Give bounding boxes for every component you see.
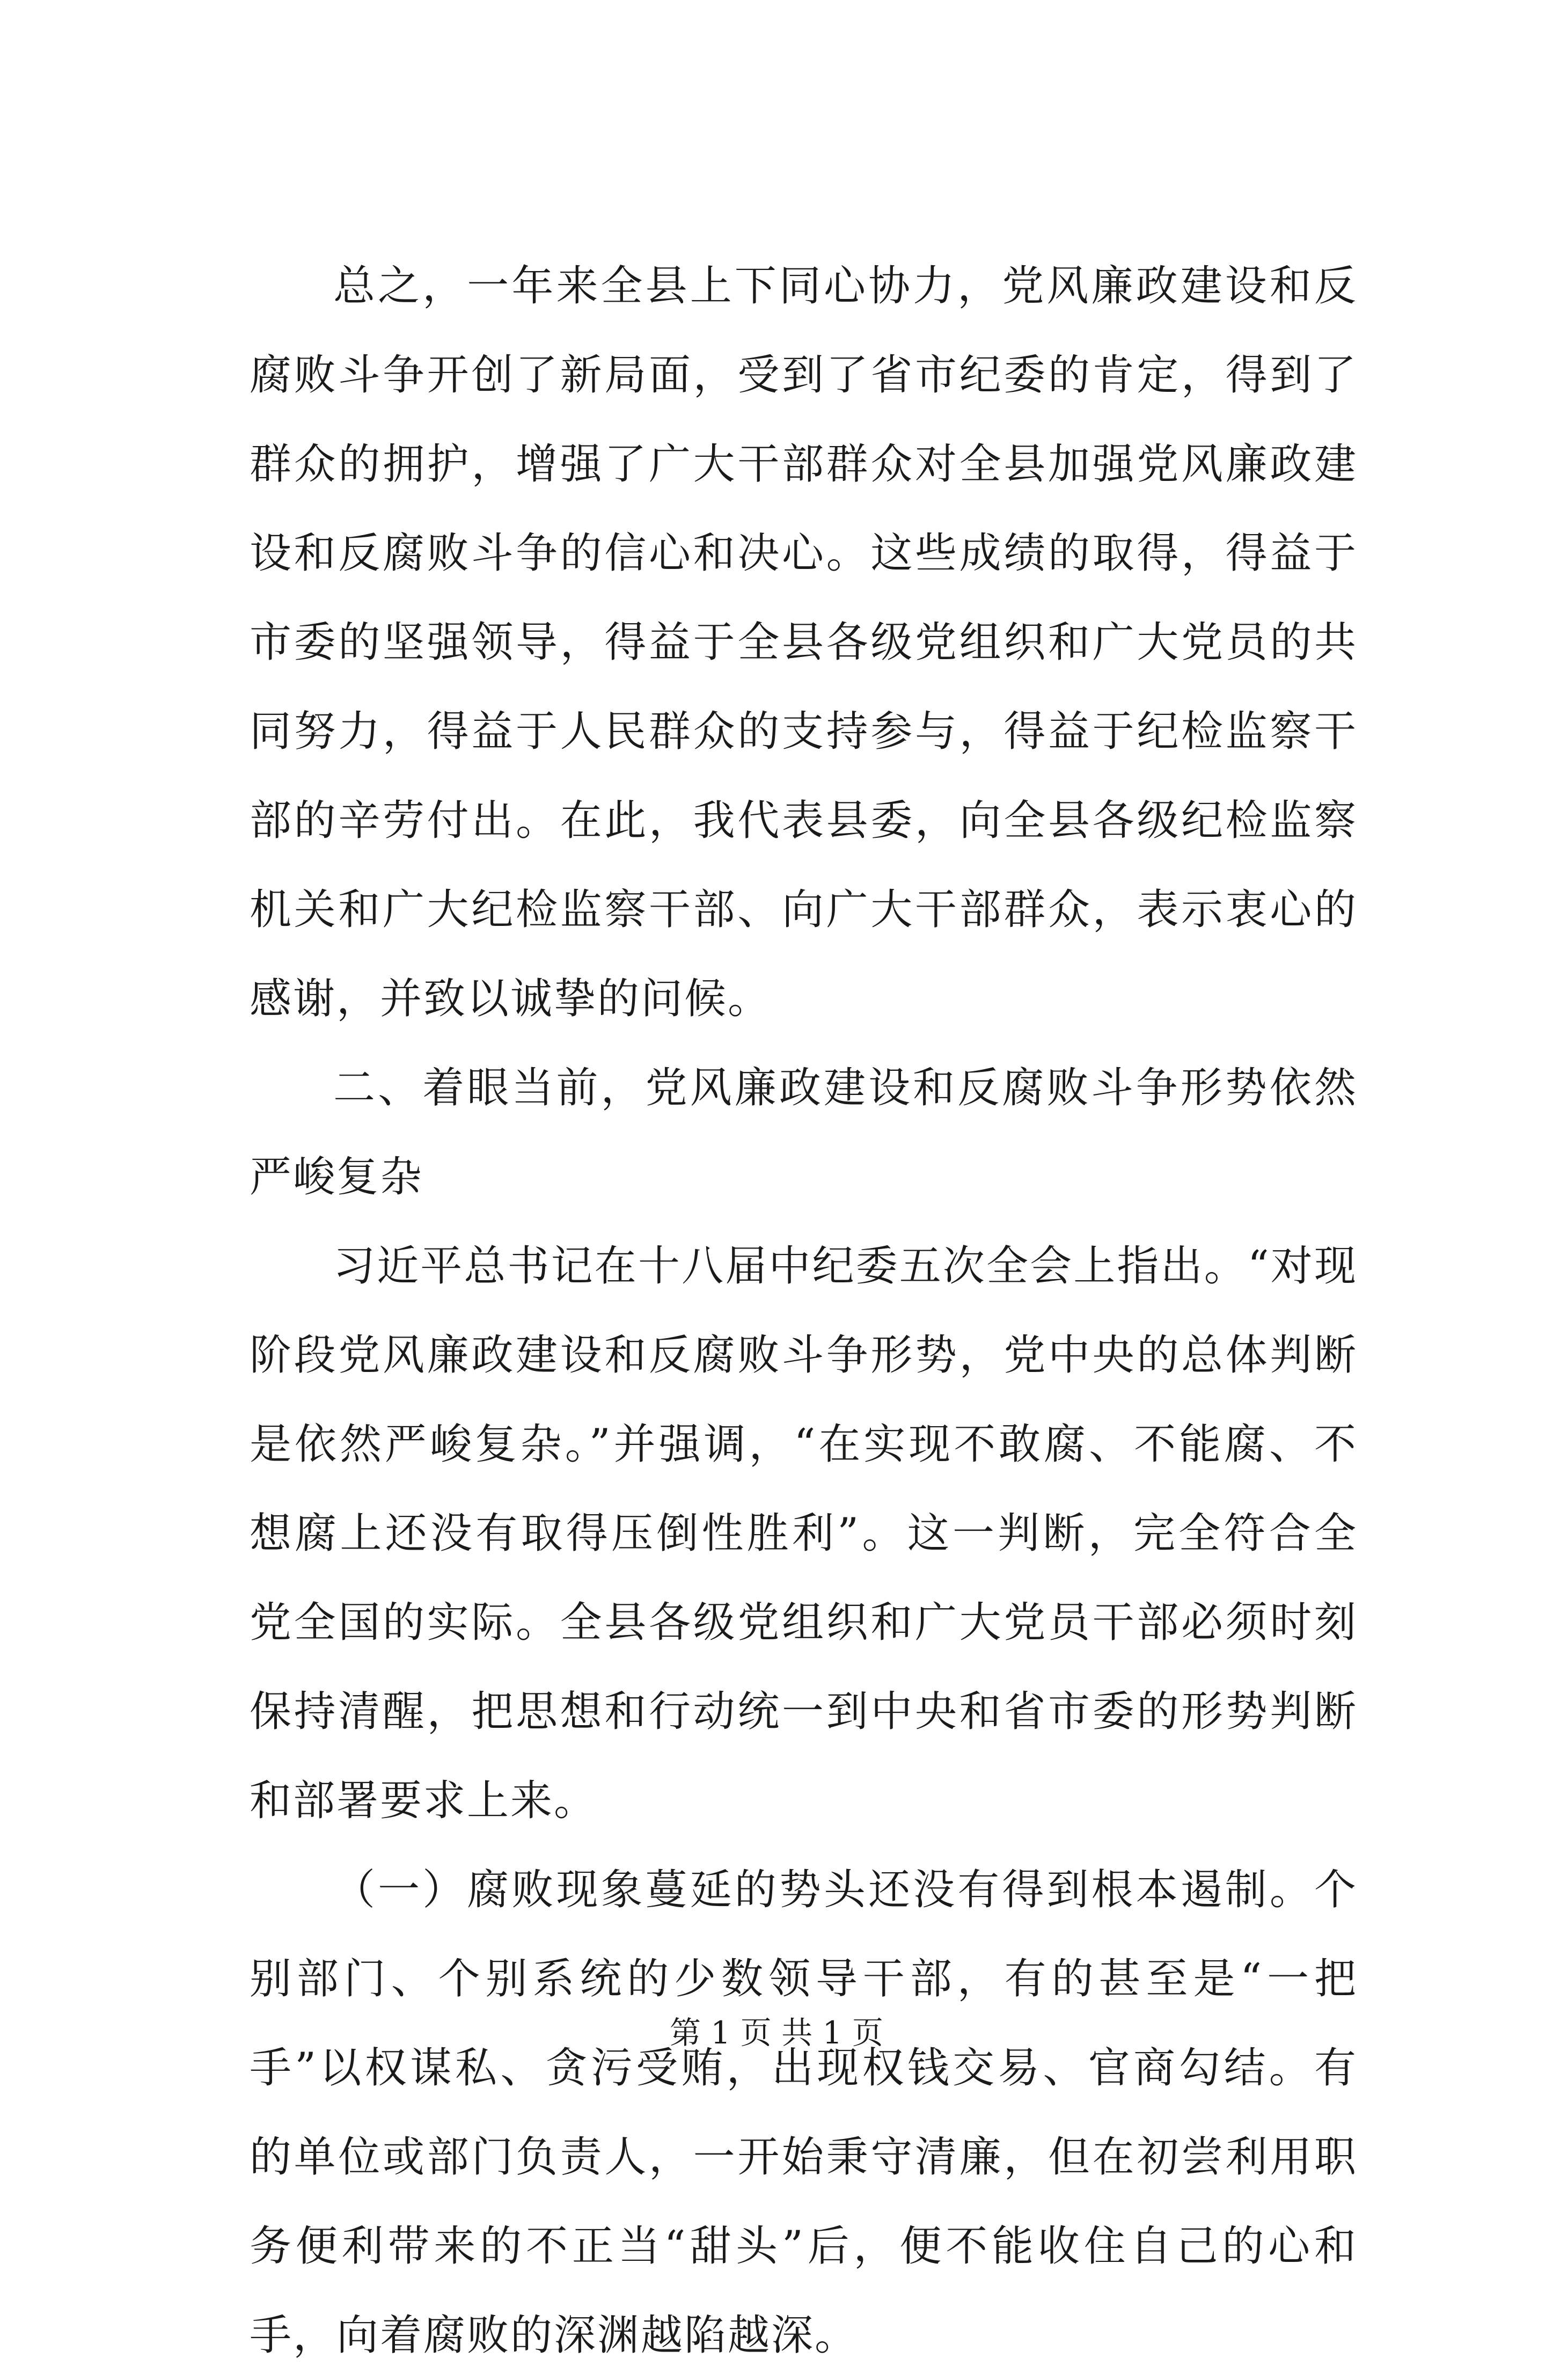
paragraph-point-one: （一）腐败现象蔓延的势头还没有得到根本遏制。个别部门、个别系统的少数领导干部，有的甚至是“一把手”以权谋私、贪污受贿，出现权钱交易、官商勾结。有的单位或部门负责人，一开始秉守清廉，但在初尝利用职务便利带来的不正当“甜头”后，便不能收住自己的心和手，向着腐败的深渊越陷越深。	[250, 1866, 1358, 2360]
document-body	[250, 242, 1358, 2380]
paragraph-summary: 总之，一年来全县上下同心协力，党风廉政建设和反腐败斗争开创了新局面，受到了省市纪委的肯定，得到了群众的拥护，增强了广大干部群众对全县加强党风廉政建设和反腐败斗争的信心和决心。这些成绩的取得，得益于市委的坚强领导，得益于全县各级党组织和广大党员的共同努力，得益于人民群众的支持参与，得益于纪检监察干部的辛劳付出。在此，我代表县委，向全县各级纪检监察机关和广大纪检监察干部、向广大干部群众，表示衷心的感谢，并致以诚挚的问候。	[250, 262, 1358, 1023]
page-footer: 第 1 页 共 1 页	[670, 2014, 883, 2051]
section-heading: 二、着眼当前，党风廉政建设和反腐败斗争形势依然严峻复杂	[250, 1064, 1358, 1201]
paragraph-situation: 习近平总书记在十八届中纪委五次全会上指出。“对现阶段党风廉政建设和反腐败斗争形势，党中央的总体判断是依然严峻复杂。”并强调，“在实现不敢腐、不能腐、不想腐上还没有取得压倒性胜利”。这一判断，完全符合全党全国的实际。全县各级党组织和广大党员干部必须时刻保持清醒，把思想和行动统一到中央和省市委的形势判断和部署要求上来。	[250, 1242, 1358, 1825]
